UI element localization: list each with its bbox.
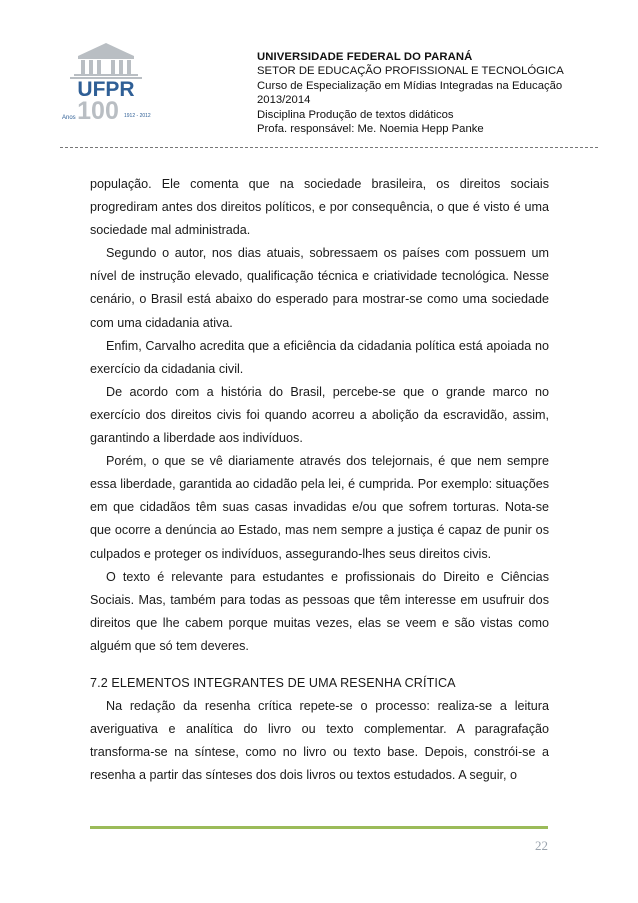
professor: Profa. responsável: Me. Noemia Hepp Panke [257, 123, 484, 136]
logo-number: 100 [77, 97, 119, 122]
paragraph-3: Enfim, Carvalho acredita que a eficiência da cidadania política está apoiada no exercício da cidadania civil. [90, 338, 549, 376]
header-divider [60, 147, 598, 148]
period: 2013/2014 [257, 94, 311, 107]
logo-anos: Anos [62, 115, 76, 121]
paragraph-6: O texto é relevante para estudantes e profissionais do Direito e Ciências Sociais. Mas, também para todas as pessoas que têm interesse em usufruir dos direitos que lhe cabem porque muitas vezes, elas se veem e são vistas como alguém que só tem deveres. [90, 569, 549, 653]
course-name: Curso de Especialização em Mídias Integradas na Educação [257, 79, 563, 92]
page-header [0, 0, 638, 150]
university-name: UNIVERSIDADE FEDERAL DO PARANÁ [257, 51, 473, 63]
header-info [257, 50, 617, 136]
paragraph-7: Na redação da resenha crítica repete-se o processo: realiza-se a leitura averiguativa e analítica do livro ou texto complementar. A paragrafação transforma-se na síntese, como no livro ou texto base. Depois, constrói-se a resenha a partir das sínteses dos dois livros ou textos estudados. A seguir, o [90, 699, 549, 783]
paragraph-1: população. Ele comenta que na sociedade brasileira, os direitos sociais progrediram antes dos direitos políticos, e por consequência, o que é visto é uma sociedade mal administrada. [90, 177, 549, 238]
document-body [90, 173, 549, 787]
section-heading: 7.2 ELEMENTOS INTEGRANTES DE UMA RESENHA CRÍTICA [90, 675, 456, 690]
paragraph-5: Porém, o que se vê diariamente através dos telejornais, é que nem sempre essa liberdade, garantida ao cidadão pela lei, é cumprida. Por exemplo: situações em que cidadãos têm suas casas invadidas e/ou que sofrem torturas. Nota-se que ocorre a denúncia ao Estado, mas nem sempre a justiça é capaz de punir os culpados e proteger os indivíduos, assegurando-lhes seus direitos civis. [90, 454, 549, 561]
logo-years: 1912 - 2012 [124, 113, 151, 119]
logo-text: UFPR [77, 78, 135, 101]
paragraph-4: De acordo com a história do Brasil, percebe-se que o grande marco no exercício dos direitos civis foi quando acorreu a abolição da escravidão, assim, garantindo a liberdade aos indivíduos. [90, 384, 549, 446]
footer-divider [90, 826, 548, 829]
discipline: Disciplina Produção de textos didáticos [257, 108, 454, 121]
page-number: 22 [535, 838, 548, 853]
ufpr-logo [60, 40, 152, 122]
paragraph-2: Segundo o autor, nos dias atuais, sobressaem os países com possuem um nível de instrução elevado, qualificação técnica e criatividade tecnológica. Nesse cenário, o Brasil está abaixo do esperado para mostrar-se como uma sociedade com uma cidadania ativa. [90, 246, 549, 330]
sector-name: SETOR DE EDUCAÇÃO PROFISSIONAL E TECNOLÓGICA [257, 65, 564, 78]
